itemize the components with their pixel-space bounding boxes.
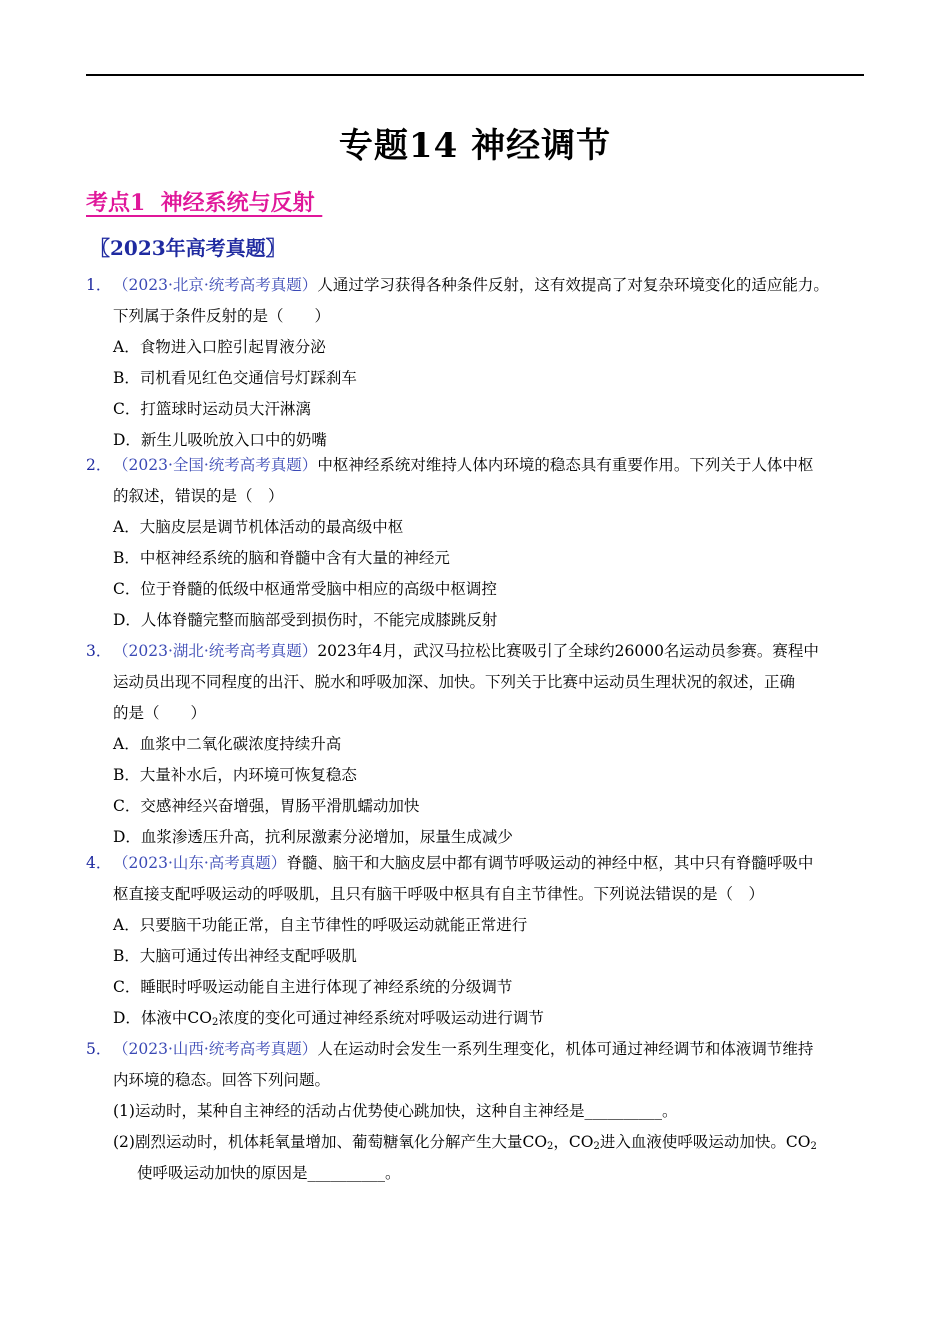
question-source: （2023·全国·统考高考真题） — [113, 456, 318, 474]
option-d: D．人体脊髓完整而脑部受到损伤时，不能完成膝跳反射 — [113, 611, 498, 629]
option-d: D．血浆渗透压升高，抗利尿激素分泌增加，尿量生成减少 — [113, 828, 513, 846]
question-number: 5． — [86, 1040, 112, 1058]
option-c: C．交感神经兴奋增强，胃肠平滑肌蠕动加快 — [113, 797, 420, 815]
question-stem: 下列属于条件反射的是（ ） — [113, 307, 331, 325]
question-number: 4． — [86, 854, 112, 872]
option-a: A．只要脑干功能正常，自主节律性的呼吸运动就能正常进行 — [113, 916, 528, 934]
header-rule — [86, 74, 864, 76]
question-1 — [86, 270, 876, 456]
question-number: 2． — [86, 456, 112, 474]
question-stem: 中枢神经系统对维持人体内环境的稳态具有重要作用。下列关于人体中枢 — [317, 456, 814, 474]
question-source: （2023·山西·统考高考真题） — [113, 1040, 318, 1058]
question-stem: 的叙述，错误的是（ ） — [113, 487, 284, 505]
question-source: （2023·山东·高考真题） — [113, 854, 287, 872]
question-stem: 内环境的稳态。回答下列问题。 — [113, 1071, 331, 1089]
question-stem: 人通过学习获得各种条件反射，这有效提高了对复杂环境变化的适应能力。 — [317, 276, 829, 294]
option-c: C．打篮球时运动员大汗淋漓 — [113, 400, 311, 418]
question-5 — [86, 1034, 876, 1189]
option-b: B．大量补水后，内环境可恢复稳态 — [113, 766, 357, 784]
subsection-heading: 〖2023年高考真题〗 — [90, 236, 286, 260]
question-stem: 脊髓、脑干和大脑皮层中都有调节呼吸运动的神经中枢，其中只有脊髓呼吸中 — [286, 854, 814, 872]
question-3 — [86, 636, 876, 853]
question-stem: 人在运动时会发生一系列生理变化，机体可通过神经调节和体液调节维持 — [317, 1040, 814, 1058]
option-d: D．新生儿吸吮放入口中的奶嘴 — [113, 431, 327, 449]
page-title: 专题14 神经调节 — [338, 126, 612, 166]
option-c: C．睡眠时呼吸运动能自主进行体现了神经系统的分级调节 — [113, 978, 513, 996]
option-a: A．食物进入口腔引起胃液分泌 — [113, 338, 326, 356]
question-2 — [86, 450, 876, 636]
section-heading: 考点1 神经系统与反射 — [86, 190, 323, 216]
question-number: 3． — [86, 642, 112, 660]
option-d: D．体液中$CO_2$浓度的变化可通过神经系统对呼吸运动进行调节 — [113, 1009, 544, 1028]
option-a: A．血浆中二氧化碳浓度持续升高 — [113, 735, 342, 753]
option-b: B．中枢神经系统的脑和脊髓中含有大量的神经元 — [113, 549, 450, 567]
option-c: C．位于脊髓的低级中枢通常受脑中相应的高级中枢调控 — [113, 580, 497, 598]
question-4 — [86, 848, 876, 1034]
question-number: 1． — [86, 276, 112, 294]
question-stem: 的是（ ） — [113, 704, 207, 722]
question-source: （2023·北京·统考高考真题） — [113, 276, 318, 294]
option-b: B．司机看见红色交通信号灯踩刹车 — [113, 369, 357, 387]
option-a: A．大脑皮层是调节机体活动的最高级中枢 — [113, 518, 404, 536]
question-stem: 枢直接支配呼吸运动的呼吸肌，且只有脑干呼吸中枢具有自主节律性。下列说法错误的是（ ） — [113, 885, 765, 903]
question-stem: 2023年4月，武汉马拉松比赛吸引了全球约26000名运动员参赛。赛程中 — [317, 642, 819, 660]
option-b: B．大脑可通过传出神经支配呼吸肌 — [113, 947, 357, 965]
sub-question-1: (1)运动时，某种自主神经的活动占优势使心跳加快，这种自主神经是__________。 — [113, 1102, 678, 1120]
question-stem: 运动员出现不同程度的出汗、脱水和呼吸加深、加快。下列关于比赛中运动员生理状况的叙述，正确 — [113, 673, 796, 691]
sub-question-2: (2)剧烈运动时，机体耗氧量增加、葡萄糖氧化分解产生大量$CO_2$，$CO_2$进入血液使呼吸运动加快。$CO_2$ — [113, 1133, 817, 1152]
question-source: （2023·湖北·统考高考真题） — [113, 642, 318, 660]
sub-question-2-cont: 使呼吸运动加快的原因是__________。 — [137, 1164, 401, 1182]
